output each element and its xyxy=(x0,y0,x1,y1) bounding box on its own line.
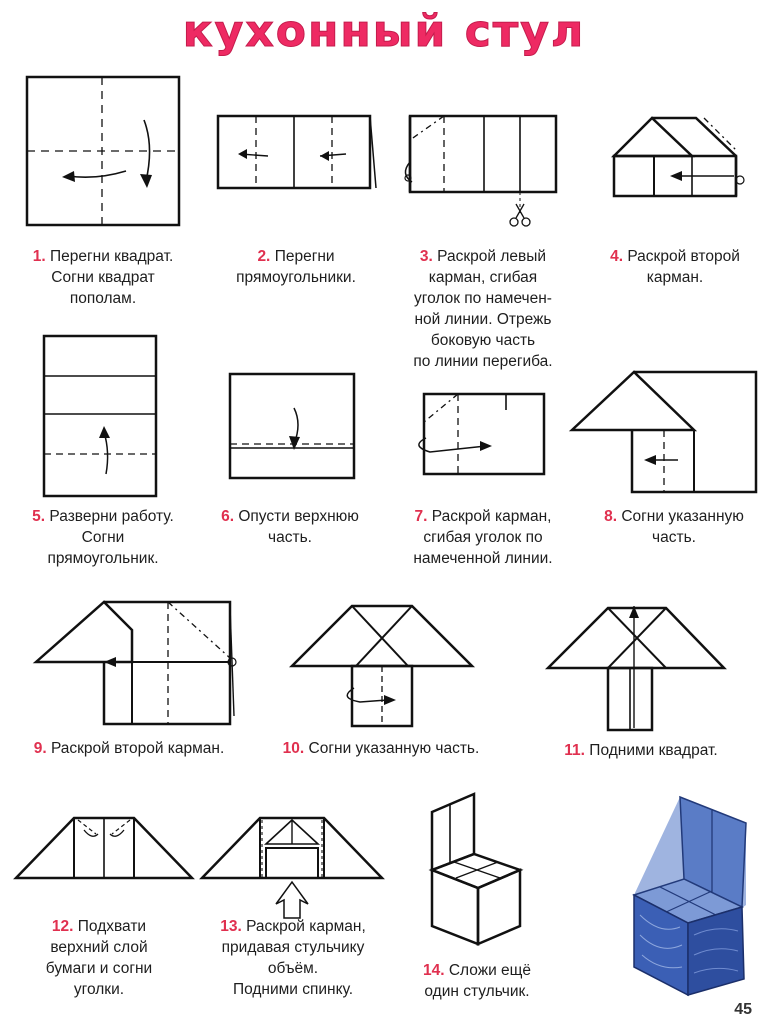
step-10-caption: 10. Согни указанную часть. xyxy=(282,740,480,757)
step-7-diagram xyxy=(410,390,550,480)
step-7-caption: 7. Раскрой карман, сгибая уголок по намеченной линии. xyxy=(413,508,553,567)
step-12-svg xyxy=(14,814,196,884)
step-2-caption: 2. Перегни прямоугольники. xyxy=(236,248,356,286)
step-number: 12. xyxy=(51,918,74,935)
step-number: 6. xyxy=(221,508,235,525)
step-number: 1. xyxy=(32,248,46,265)
step-number: 8. xyxy=(604,508,618,525)
step-11-svg xyxy=(546,604,726,734)
step-11-diagram xyxy=(546,604,726,734)
step-12-caption: 12. Подхвати верхний слой бумаги и согни уголки. xyxy=(45,918,153,998)
step-4-caption: 4. Раскрой второй карман. xyxy=(610,248,740,286)
step-9-svg xyxy=(34,598,240,728)
step-number: 4. xyxy=(610,248,624,265)
step-5-caption: 5. Разверни работу. Согни прямоугольник. xyxy=(32,508,174,567)
step-number: 10. xyxy=(282,740,305,757)
step-9-diagram xyxy=(34,598,240,728)
blue-chair-illustration xyxy=(630,795,750,1010)
step-number: 5. xyxy=(32,508,46,525)
step-13-svg xyxy=(200,814,386,922)
step-4-diagram xyxy=(612,114,752,200)
step-4-svg xyxy=(612,114,752,200)
step-10-svg xyxy=(290,602,474,732)
step-number: 7. xyxy=(414,508,428,525)
step-7-svg xyxy=(410,390,550,480)
step-3-diagram xyxy=(400,112,560,232)
step-14-svg xyxy=(428,790,528,950)
step-6-caption: 6. Опусти верхнюю часть. xyxy=(221,508,359,546)
page-title: кухонный стул xyxy=(182,6,586,57)
step-8-caption: 8. Согни указанную часть. xyxy=(604,508,744,546)
step-13-caption: 13. Раскрой карман, придавая стульчику объём. Подними спинку. xyxy=(220,918,366,998)
step-8-diagram xyxy=(570,368,760,496)
step-number: 9. xyxy=(33,740,47,757)
step-13-diagram xyxy=(200,814,386,922)
step-1-diagram xyxy=(26,76,182,228)
step-3-svg xyxy=(400,112,560,232)
step-number: 14. xyxy=(422,962,445,979)
step-number: 11. xyxy=(564,742,585,759)
step-10-diagram xyxy=(290,602,474,732)
step-14-caption: 14. Сложи ещё один стульчик. xyxy=(422,962,532,1000)
step-9-caption: 9. Раскрой второй карман. xyxy=(33,740,225,757)
step-8-svg xyxy=(570,368,760,496)
blue-chair-svg xyxy=(630,795,750,1005)
step-14-diagram xyxy=(428,790,528,950)
step-number: 13. xyxy=(220,918,242,935)
step-5-diagram xyxy=(42,334,160,500)
step-number: 3. xyxy=(419,248,433,265)
step-2-diagram xyxy=(216,114,378,192)
step-11-caption: 11. Подними квадрат. xyxy=(564,742,718,759)
step-1-svg xyxy=(26,76,182,228)
step-12-diagram xyxy=(14,814,196,884)
step-2-svg xyxy=(216,114,378,192)
page-number: 45 xyxy=(734,1001,752,1018)
step-3-caption: 3. Раскрой левый карман, сгибая уголок по намечен- ной линии. Отрежь боковую часть по линии перегиба. xyxy=(413,248,553,370)
step-6-diagram xyxy=(228,372,358,484)
step-6-svg xyxy=(228,372,358,484)
step-number: 2. xyxy=(257,248,271,265)
step-5-svg xyxy=(42,334,160,500)
step-1-caption: 1. Перегни квадрат. Согни квадрат пополам. xyxy=(32,248,174,307)
